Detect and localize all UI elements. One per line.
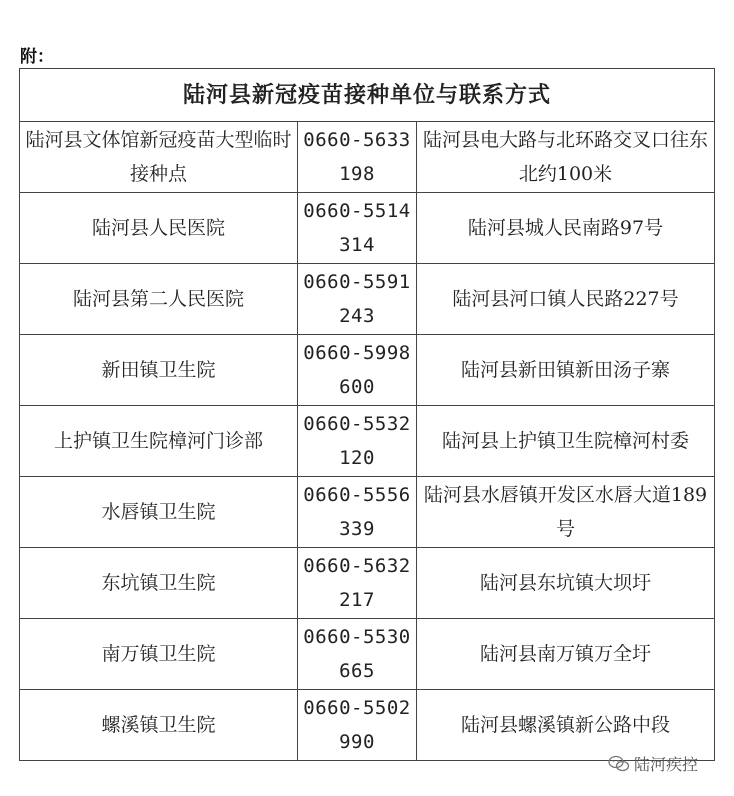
phone-cell: 0660-5998600 [298, 335, 417, 406]
vaccination-contacts-table [19, 68, 715, 761]
watermark [608, 752, 698, 775]
attachment-label: 附： [20, 47, 54, 67]
phone-cell: 0660-5514314 [298, 193, 417, 264]
table-row [20, 690, 715, 761]
address-cell: 陆河县城人民南路97号 [417, 193, 715, 264]
unit-cell: 新田镇卫生院 [20, 335, 298, 406]
table-title-row [20, 69, 715, 122]
wechat-logo-icon [608, 755, 630, 773]
unit-cell: 东坑镇卫生院 [20, 548, 298, 619]
address-cell: 陆河县水唇镇开发区水唇大道189号 [417, 477, 715, 548]
table-row [20, 477, 715, 548]
address-cell: 陆河县南万镇万全圩 [417, 619, 715, 690]
unit-cell: 水唇镇卫生院 [20, 477, 298, 548]
phone-cell: 0660-5502990 [298, 690, 417, 761]
address-cell: 陆河县电大路与北环路交叉口往东北约100米 [417, 122, 715, 193]
phone-cell: 0660-5633198 [298, 122, 417, 193]
table-row [20, 548, 715, 619]
unit-cell: 螺溪镇卫生院 [20, 690, 298, 761]
phone-cell: 0660-5632217 [298, 548, 417, 619]
unit-cell: 陆河县第二人民医院 [20, 264, 298, 335]
phone-cell: 0660-5591243 [298, 264, 417, 335]
phone-cell: 0660-5530665 [298, 619, 417, 690]
table-title: 陆河县新冠疫苗接种单位与联系方式 [20, 69, 715, 122]
phone-cell: 0660-5556339 [298, 477, 417, 548]
address-cell: 陆河县螺溪镇新公路中段 [417, 690, 715, 761]
table-row [20, 619, 715, 690]
address-cell: 陆河县新田镇新田汤子寨 [417, 335, 715, 406]
address-cell: 陆河县上护镇卫生院樟河村委 [417, 406, 715, 477]
table-row [20, 193, 715, 264]
unit-cell: 陆河县文体馆新冠疫苗大型临时接种点 [20, 122, 298, 193]
unit-cell: 南万镇卫生院 [20, 619, 298, 690]
table-row [20, 335, 715, 406]
table-row [20, 122, 715, 193]
unit-cell: 上护镇卫生院樟河门诊部 [20, 406, 298, 477]
watermark-text: 陆河疾控 [634, 755, 699, 774]
unit-cell: 陆河县人民医院 [20, 193, 298, 264]
table-row [20, 406, 715, 477]
address-cell: 陆河县东坑镇大坝圩 [417, 548, 715, 619]
table-row [20, 264, 715, 335]
phone-cell: 0660-5532120 [298, 406, 417, 477]
address-cell: 陆河县河口镇人民路227号 [417, 264, 715, 335]
